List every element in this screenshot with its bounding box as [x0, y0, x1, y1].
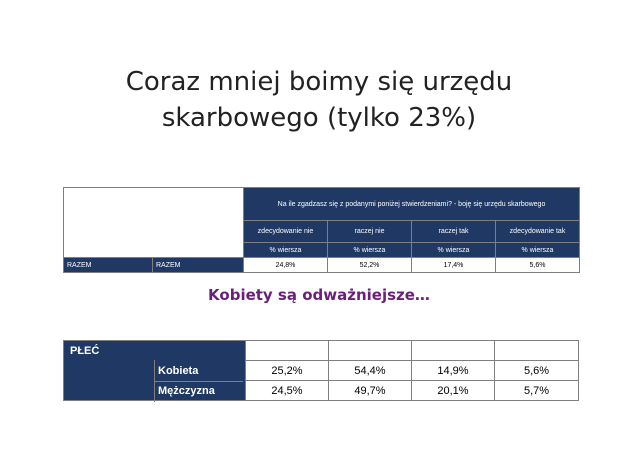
column-header-raczej-nie: raczej nie: [328, 221, 412, 243]
value-cell: 14,9%: [412, 361, 495, 381]
slide-title: [0, 64, 638, 136]
unit-header: % wiersza: [496, 243, 580, 258]
column-header-zdecydowanie-nie: zdecydowanie nie: [244, 221, 328, 243]
row-sublabel-razem: RAZEM: [153, 258, 244, 273]
row-label-razem: RAZEM: [64, 258, 153, 273]
value-cell: 5,6%: [496, 258, 580, 273]
value-cell: 25,2%: [246, 361, 329, 381]
value-cell: 24,8%: [244, 258, 328, 273]
unit-header: % wiersza: [328, 243, 412, 258]
value-cell: 49,7%: [329, 381, 412, 401]
unit-header: % wiersza: [412, 243, 496, 258]
slide-title-line-2: skarbowego (tylko 23%): [161, 103, 477, 133]
value-cell: 24,5%: [246, 381, 329, 401]
row-label-mezczyzna: Mężczyzna: [158, 385, 215, 397]
value-cell: 54,4%: [329, 361, 412, 381]
survey-table-gender: [63, 340, 579, 401]
subtitle: Kobiety są odważniejsze…: [208, 286, 430, 304]
unit-header: % wiersza: [244, 243, 328, 258]
value-cell: 17,4%: [412, 258, 496, 273]
empty-cell: [329, 341, 412, 361]
value-cell: 20,1%: [412, 381, 495, 401]
slide-title-line-1: Coraz mniej boimy się urzędu: [125, 67, 513, 97]
question-header: Na ile zgadzasz się z podanymi poniżej stwierdzeniami? - boję się urzędu skarbowego: [244, 188, 580, 221]
empty-corner-cell: [64, 188, 244, 258]
divider: [154, 360, 155, 402]
group-label-plec: PŁEĆ: [64, 341, 246, 401]
empty-cell: [412, 341, 495, 361]
row-label-kobieta: Kobieta: [155, 361, 243, 382]
value-cell: 5,6%: [495, 361, 579, 381]
value-cell: 52,2%: [328, 258, 412, 273]
column-header-raczej-tak: raczej tak: [412, 221, 496, 243]
empty-cell: [246, 341, 329, 361]
survey-table-total: [63, 187, 580, 273]
empty-cell: [495, 341, 579, 361]
column-header-zdecydowanie-tak: zdecydowanie tak: [496, 221, 580, 243]
value-cell: 5,7%: [495, 381, 579, 401]
